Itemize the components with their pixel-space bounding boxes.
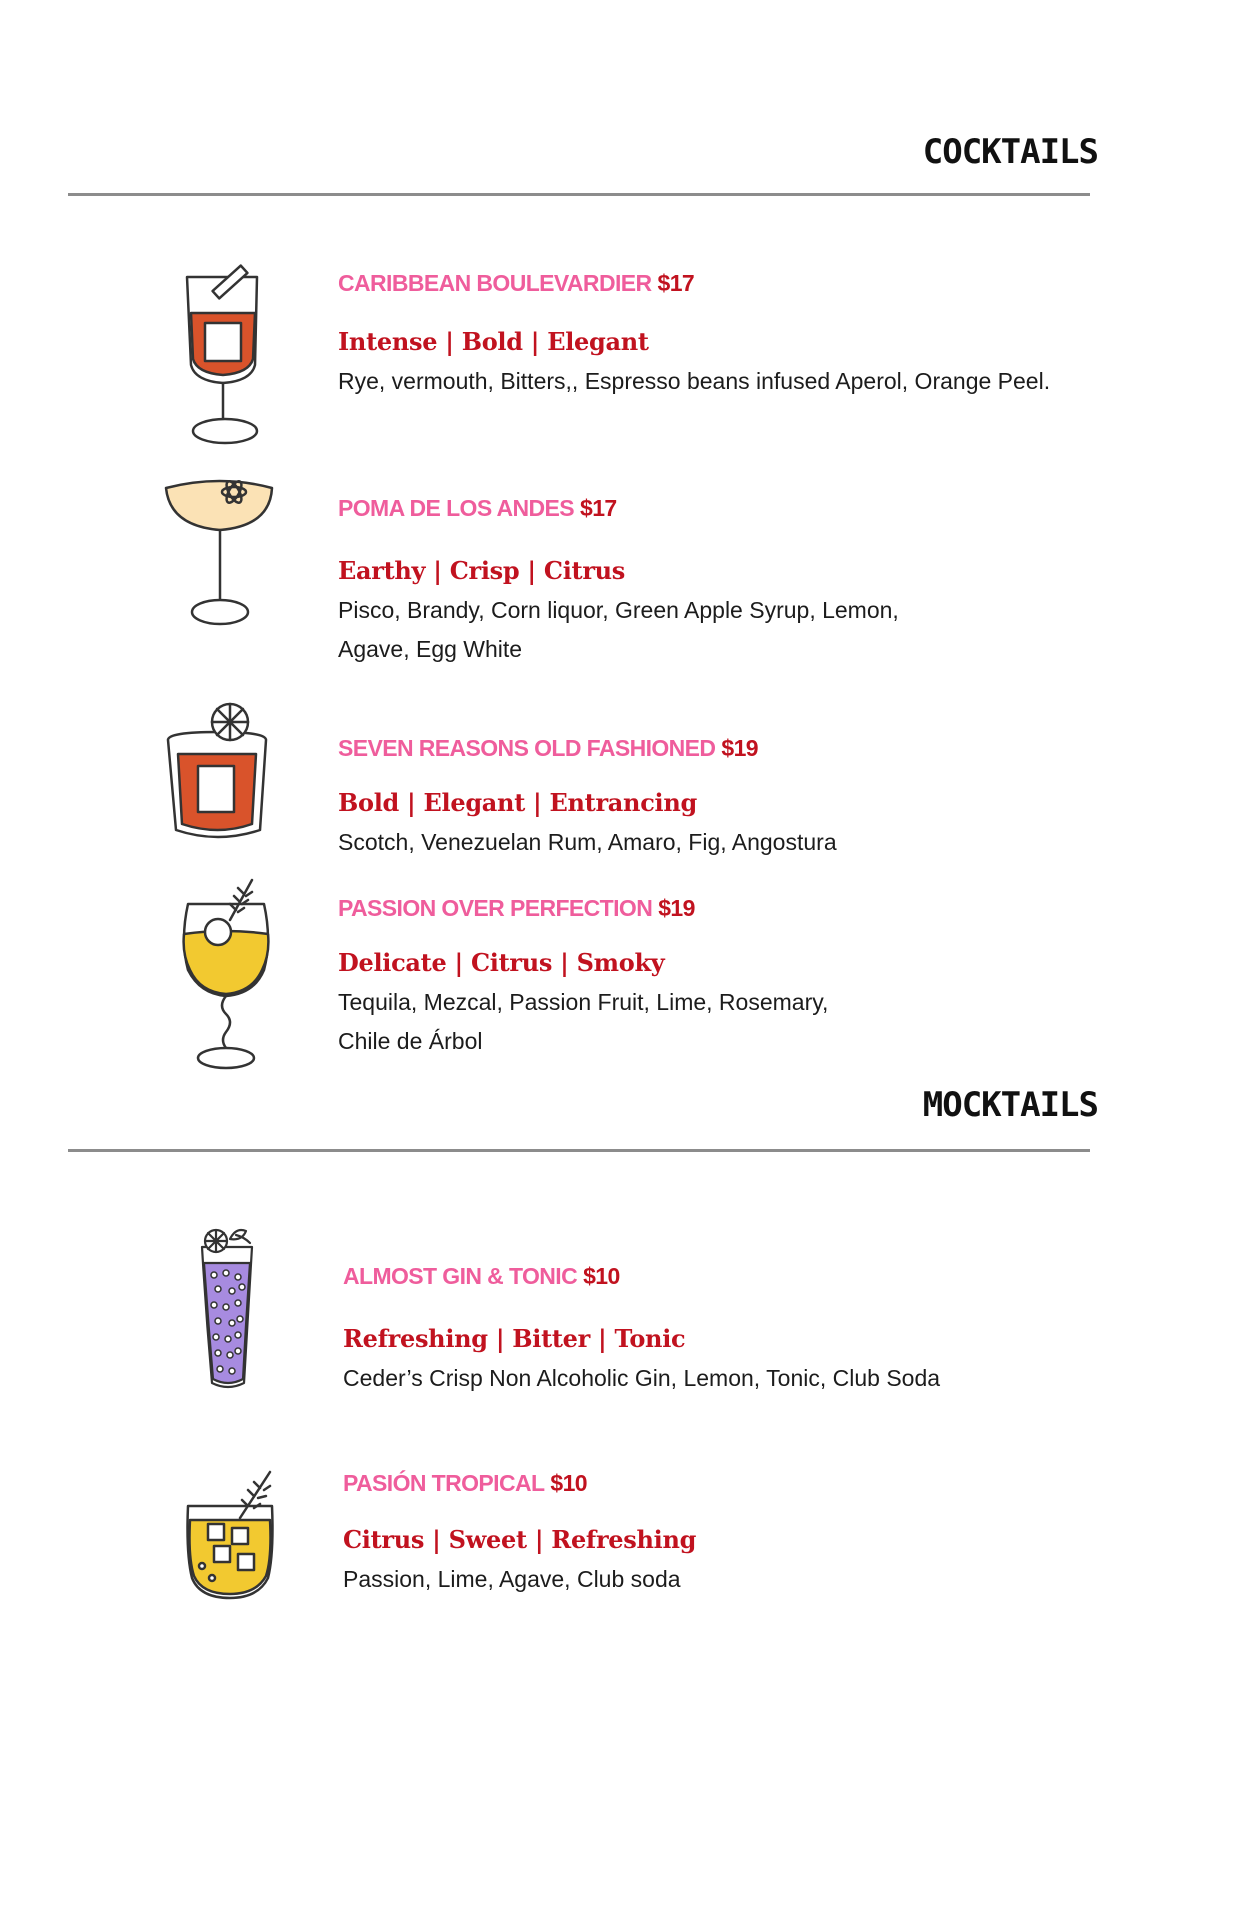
item-tasting-notes: Earthy | Crisp | Citrus bbox=[338, 556, 626, 585]
item-tasting-notes: Citrus | Sweet | Refreshing bbox=[343, 1525, 697, 1554]
item-tasting-notes: Refreshing | Bitter | Tonic bbox=[343, 1324, 686, 1353]
item-name: CARIBBEAN BOULEVARDIER bbox=[338, 270, 652, 296]
old-fashioned-glass-icon bbox=[160, 700, 275, 850]
wine-glass-icon bbox=[168, 870, 288, 1080]
item-ingredients: Rye, vermouth, Bitters,, Espresso beans infused Aperol, Orange Peel. bbox=[338, 368, 1051, 394]
item-ingredients: Scotch, Venezuelan Rum, Amaro, Fig, Angostura bbox=[338, 829, 837, 855]
item-tasting-notes: Delicate | Citrus | Smoky bbox=[338, 948, 665, 977]
highball-glass-icon bbox=[190, 1225, 270, 1400]
item-ingredients: Tequila, Mezcal, Passion Fruit, Lime, Rosemary, Chile de Árbol bbox=[338, 989, 829, 1054]
menu-item-seven-reasons-old-fashioned bbox=[338, 735, 837, 862]
mocktails-heading: MOCKTAILS bbox=[922, 1085, 1098, 1125]
item-price: $19 bbox=[721, 735, 758, 761]
item-tasting-notes: Intense | Bold | Elegant bbox=[338, 327, 649, 356]
item-ingredients: Ceder’s Crisp Non Alcoholic Gin, Lemon, Tonic, Club Soda bbox=[343, 1365, 941, 1391]
menu-item-poma-de-los-andes bbox=[338, 495, 899, 669]
item-price: $10 bbox=[550, 1470, 587, 1496]
tumbler-glass-icon bbox=[178, 1470, 288, 1610]
menu-item-almost-gin-tonic bbox=[343, 1263, 940, 1398]
item-price: $19 bbox=[658, 895, 695, 921]
item-price: $17 bbox=[580, 495, 617, 521]
item-name: PASSION OVER PERFECTION bbox=[338, 895, 653, 921]
rocks-coupe-glass-icon bbox=[165, 255, 285, 455]
menu-item-passion-over-perfection bbox=[338, 895, 828, 1061]
mocktails-divider bbox=[68, 1149, 1090, 1152]
item-tasting-notes: Bold | Elegant | Entrancing bbox=[338, 788, 697, 817]
item-price: $17 bbox=[657, 270, 695, 296]
item-ingredients: Passion, Lime, Agave, Club soda bbox=[343, 1566, 681, 1592]
cocktails-heading: COCKTAILS bbox=[922, 132, 1098, 172]
item-name: SEVEN REASONS OLD FASHIONED bbox=[338, 735, 716, 761]
item-ingredients: Pisco, Brandy, Corn liquor, Green Apple Syrup, Lemon, Agave, Egg White bbox=[338, 597, 899, 662]
item-name: ALMOST GIN & TONIC bbox=[343, 1263, 578, 1289]
menu-item-pasion-tropical bbox=[343, 1470, 696, 1599]
item-name: POMA DE LOS ANDES bbox=[338, 495, 575, 521]
coupe-glass-icon bbox=[160, 470, 280, 640]
menu-item-caribbean-boulevardier bbox=[338, 270, 1050, 401]
item-price: $10 bbox=[583, 1263, 620, 1289]
item-name: PASIÓN TROPICAL bbox=[343, 1470, 545, 1496]
cocktails-divider bbox=[68, 193, 1090, 196]
